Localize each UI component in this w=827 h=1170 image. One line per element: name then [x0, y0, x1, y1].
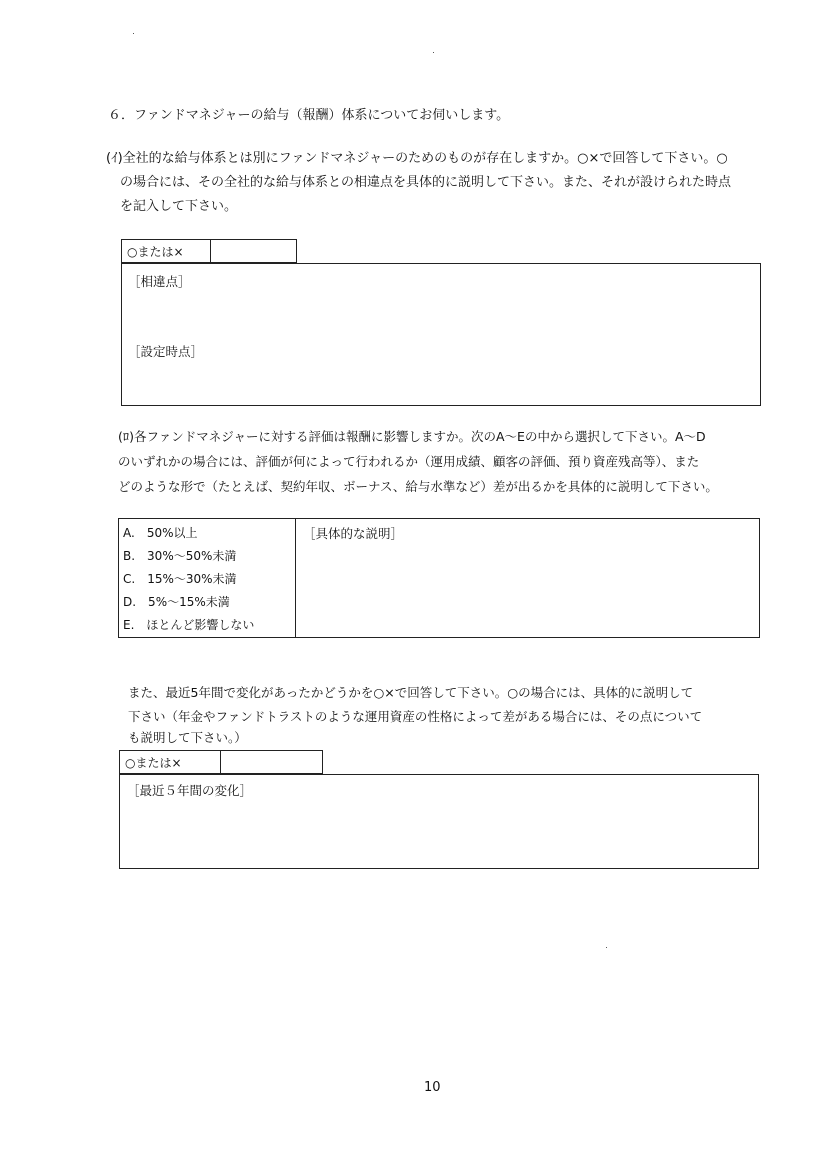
change-answer-label: ○または×: [125, 756, 182, 770]
option-d[interactable]: D. 5%～15%未満: [123, 595, 230, 609]
change-answer-label-cell: [119, 750, 221, 774]
page-number: 10: [424, 1080, 441, 1095]
option-a[interactable]: A. 50%以上: [123, 526, 198, 540]
option-b[interactable]: B. 30%～50%未満: [123, 549, 237, 563]
date-label: ［設定時点］: [128, 344, 204, 359]
scan-speck: [606, 947, 607, 948]
options-box: [118, 518, 297, 638]
question-1-line: を記入して下さい。: [120, 199, 238, 214]
question-3-line: も説明して下さい。）: [128, 730, 247, 745]
change-answer-box[interactable]: [119, 774, 759, 869]
change-label: ［最近５年間の変化］: [127, 783, 253, 798]
question-3-line: また、最近5年間で変化があったかどうかを○×で回答して下さい。○の場合には、具体的に説明して: [128, 685, 694, 700]
section-title: ６．ファンドマネジャーの給与（報酬）体系についてお伺いします。: [108, 108, 510, 123]
question-1-line: の場合には、その全社的な給与体系との相違点を具体的に説明して下さい。また、それが設けられた時点: [120, 175, 732, 190]
change-answer-input-cell[interactable]: [220, 750, 323, 774]
scan-speck: [133, 33, 134, 34]
option-e[interactable]: E. ほとんど影響しない: [123, 618, 255, 632]
answer-label: ○または×: [127, 245, 184, 259]
scan-speck: [433, 52, 434, 53]
question-2-line: のいずれかの場合には、評価が何によって行われるか（運用成績、顧客の評価、預り資産残高等）、また: [118, 454, 700, 469]
question-3-line: 下さい（年金やファンドトラストのような運用資産の性格によって差がある場合には、その点について: [128, 709, 703, 724]
option-c[interactable]: C. 15%～30%未満: [123, 572, 237, 586]
answer-input-cell[interactable]: [210, 239, 297, 263]
explanation-box[interactable]: [295, 518, 760, 638]
difference-answer-box[interactable]: [121, 263, 761, 406]
question-2-line: どのような形で（たとえば、契約年収、ボーナス、給与水準など）差が出るかを具体的に説明して下さい。: [118, 479, 718, 494]
explanation-label: ［具体的な説明］: [303, 526, 404, 541]
answer-label-cell: [121, 239, 211, 263]
question-1-line: (ｲ)全社的な給与体系とは別にファンドマネジャーのためのものが存在しますか。○×で回答して下さい。○: [106, 151, 728, 166]
question-2-line: (ﾛ)各ファンドマネジャーに対する評価は報酬に影響しますか。次のA～Eの中から選択して下さい。A～D: [118, 429, 706, 444]
difference-label: ［相違点］: [128, 274, 191, 289]
